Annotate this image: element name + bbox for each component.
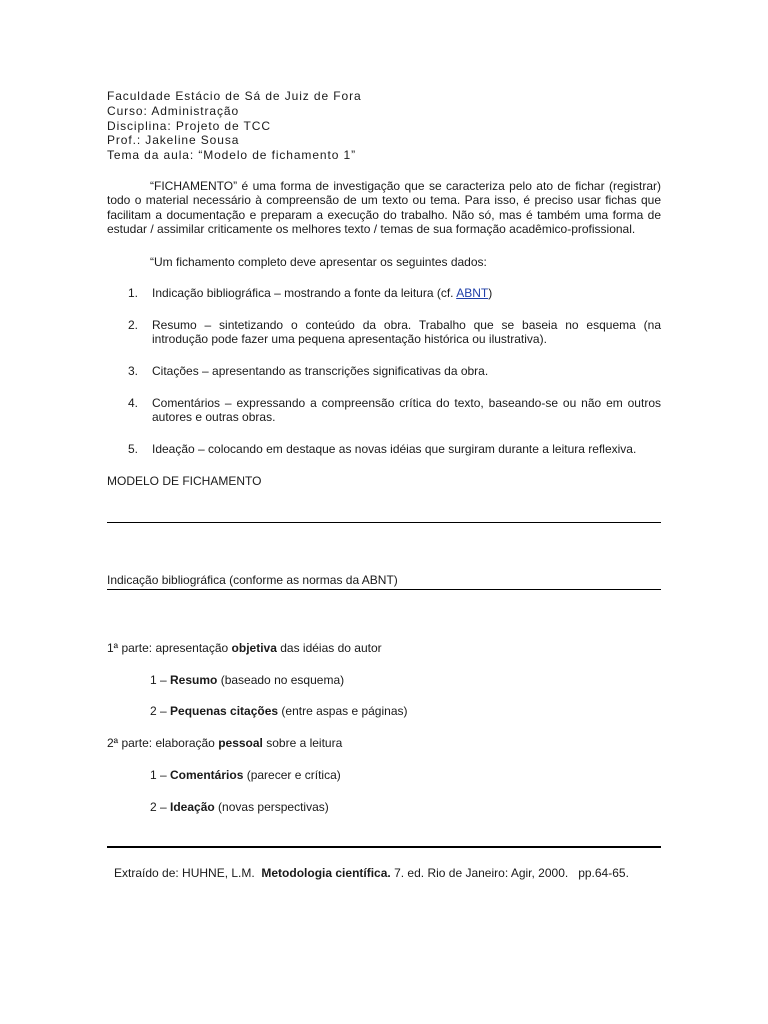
- list-item-text: Resumo – sintetizando o conteúdo da obra. Trabalho que se baseia no esquema (na introdução pode fazer uma pequena apresentação histórica ou ilustrativa).: [152, 318, 661, 347]
- divider-line: [107, 522, 661, 523]
- divider-line: [107, 589, 661, 590]
- topic-line: Tema da aula: “Modelo de fichamento 1”: [107, 148, 356, 163]
- institution-line: Faculdade Estácio de Sá de Juiz de Fora: [107, 89, 362, 103]
- course-line: Curso: Administração: [107, 103, 240, 118]
- model-title: MODELO DE FICHAMENTO: [107, 474, 262, 488]
- part-two-item: 2 – Ideação (novas perspectivas): [150, 800, 329, 814]
- source-citation: Extraído de: HUHNE, L.M. Metodologia científica. 7. ed. Rio de Janeiro: Agir, 2000. pp.64-65.: [114, 866, 629, 880]
- part-one-item: 1 – Resumo (baseado no esquema): [150, 673, 345, 687]
- document-header: [107, 89, 362, 163]
- abnt-link[interactable]: ABNT: [456, 286, 489, 300]
- part-two-item: 1 – Comentários (parecer e crítica): [150, 768, 341, 782]
- part-two-line: 2ª parte: elaboração pessoal sobre a leitura: [107, 736, 343, 750]
- discipline-line: Disciplina: Projeto de TCC: [107, 118, 271, 133]
- list-item-text: Ideação – colocando em destaque as novas idéias que surgiram durante a leitura reflexiva.: [152, 442, 637, 456]
- list-item-text: Indicação bibliográfica – mostrando a fonte da leitura (cf. ABNT): [152, 286, 493, 300]
- quote-intro: “Um fichamento completo deve apresentar os seguintes dados:: [150, 255, 487, 269]
- professor-line: Prof.: Jakeline Sousa: [107, 133, 240, 148]
- divider-line: [107, 846, 661, 848]
- list-item-text: Citações – apresentando as transcrições significativas da obra.: [152, 364, 489, 378]
- part-one-line: 1ª parte: apresentação objetiva das idéias do autor: [107, 641, 382, 655]
- list-item-number: 2.: [128, 318, 139, 332]
- part-one-item: 2 – Pequenas citações (entre aspas e páginas): [150, 704, 408, 718]
- intro-paragraph: “FICHAMENTO” é uma forma de investigação que se caracteriza pelo ato de fichar (registrar) todo o material necessário à compreensão de um texto ou tema. Para isso, é preciso usar fichas que facilitam a documentação e preparam a execução do trabalho. Não só, mas é também uma forma de estudar / assimilar criticamente os melhores texto / temas de sua formação acadêmico-profissional.: [107, 179, 661, 237]
- list-item-number: 1.: [128, 286, 139, 300]
- list-item-number: 4.: [128, 396, 139, 410]
- list-item-number: 3.: [128, 364, 139, 378]
- list-item-number: 5.: [128, 442, 139, 456]
- list-item-text: Comentários – expressando a compreensão crítica do texto, baseando-se ou não em outros autores e outras obras.: [152, 396, 661, 425]
- bibliographic-label: Indicação bibliográfica (conforme as normas da ABNT): [107, 573, 398, 587]
